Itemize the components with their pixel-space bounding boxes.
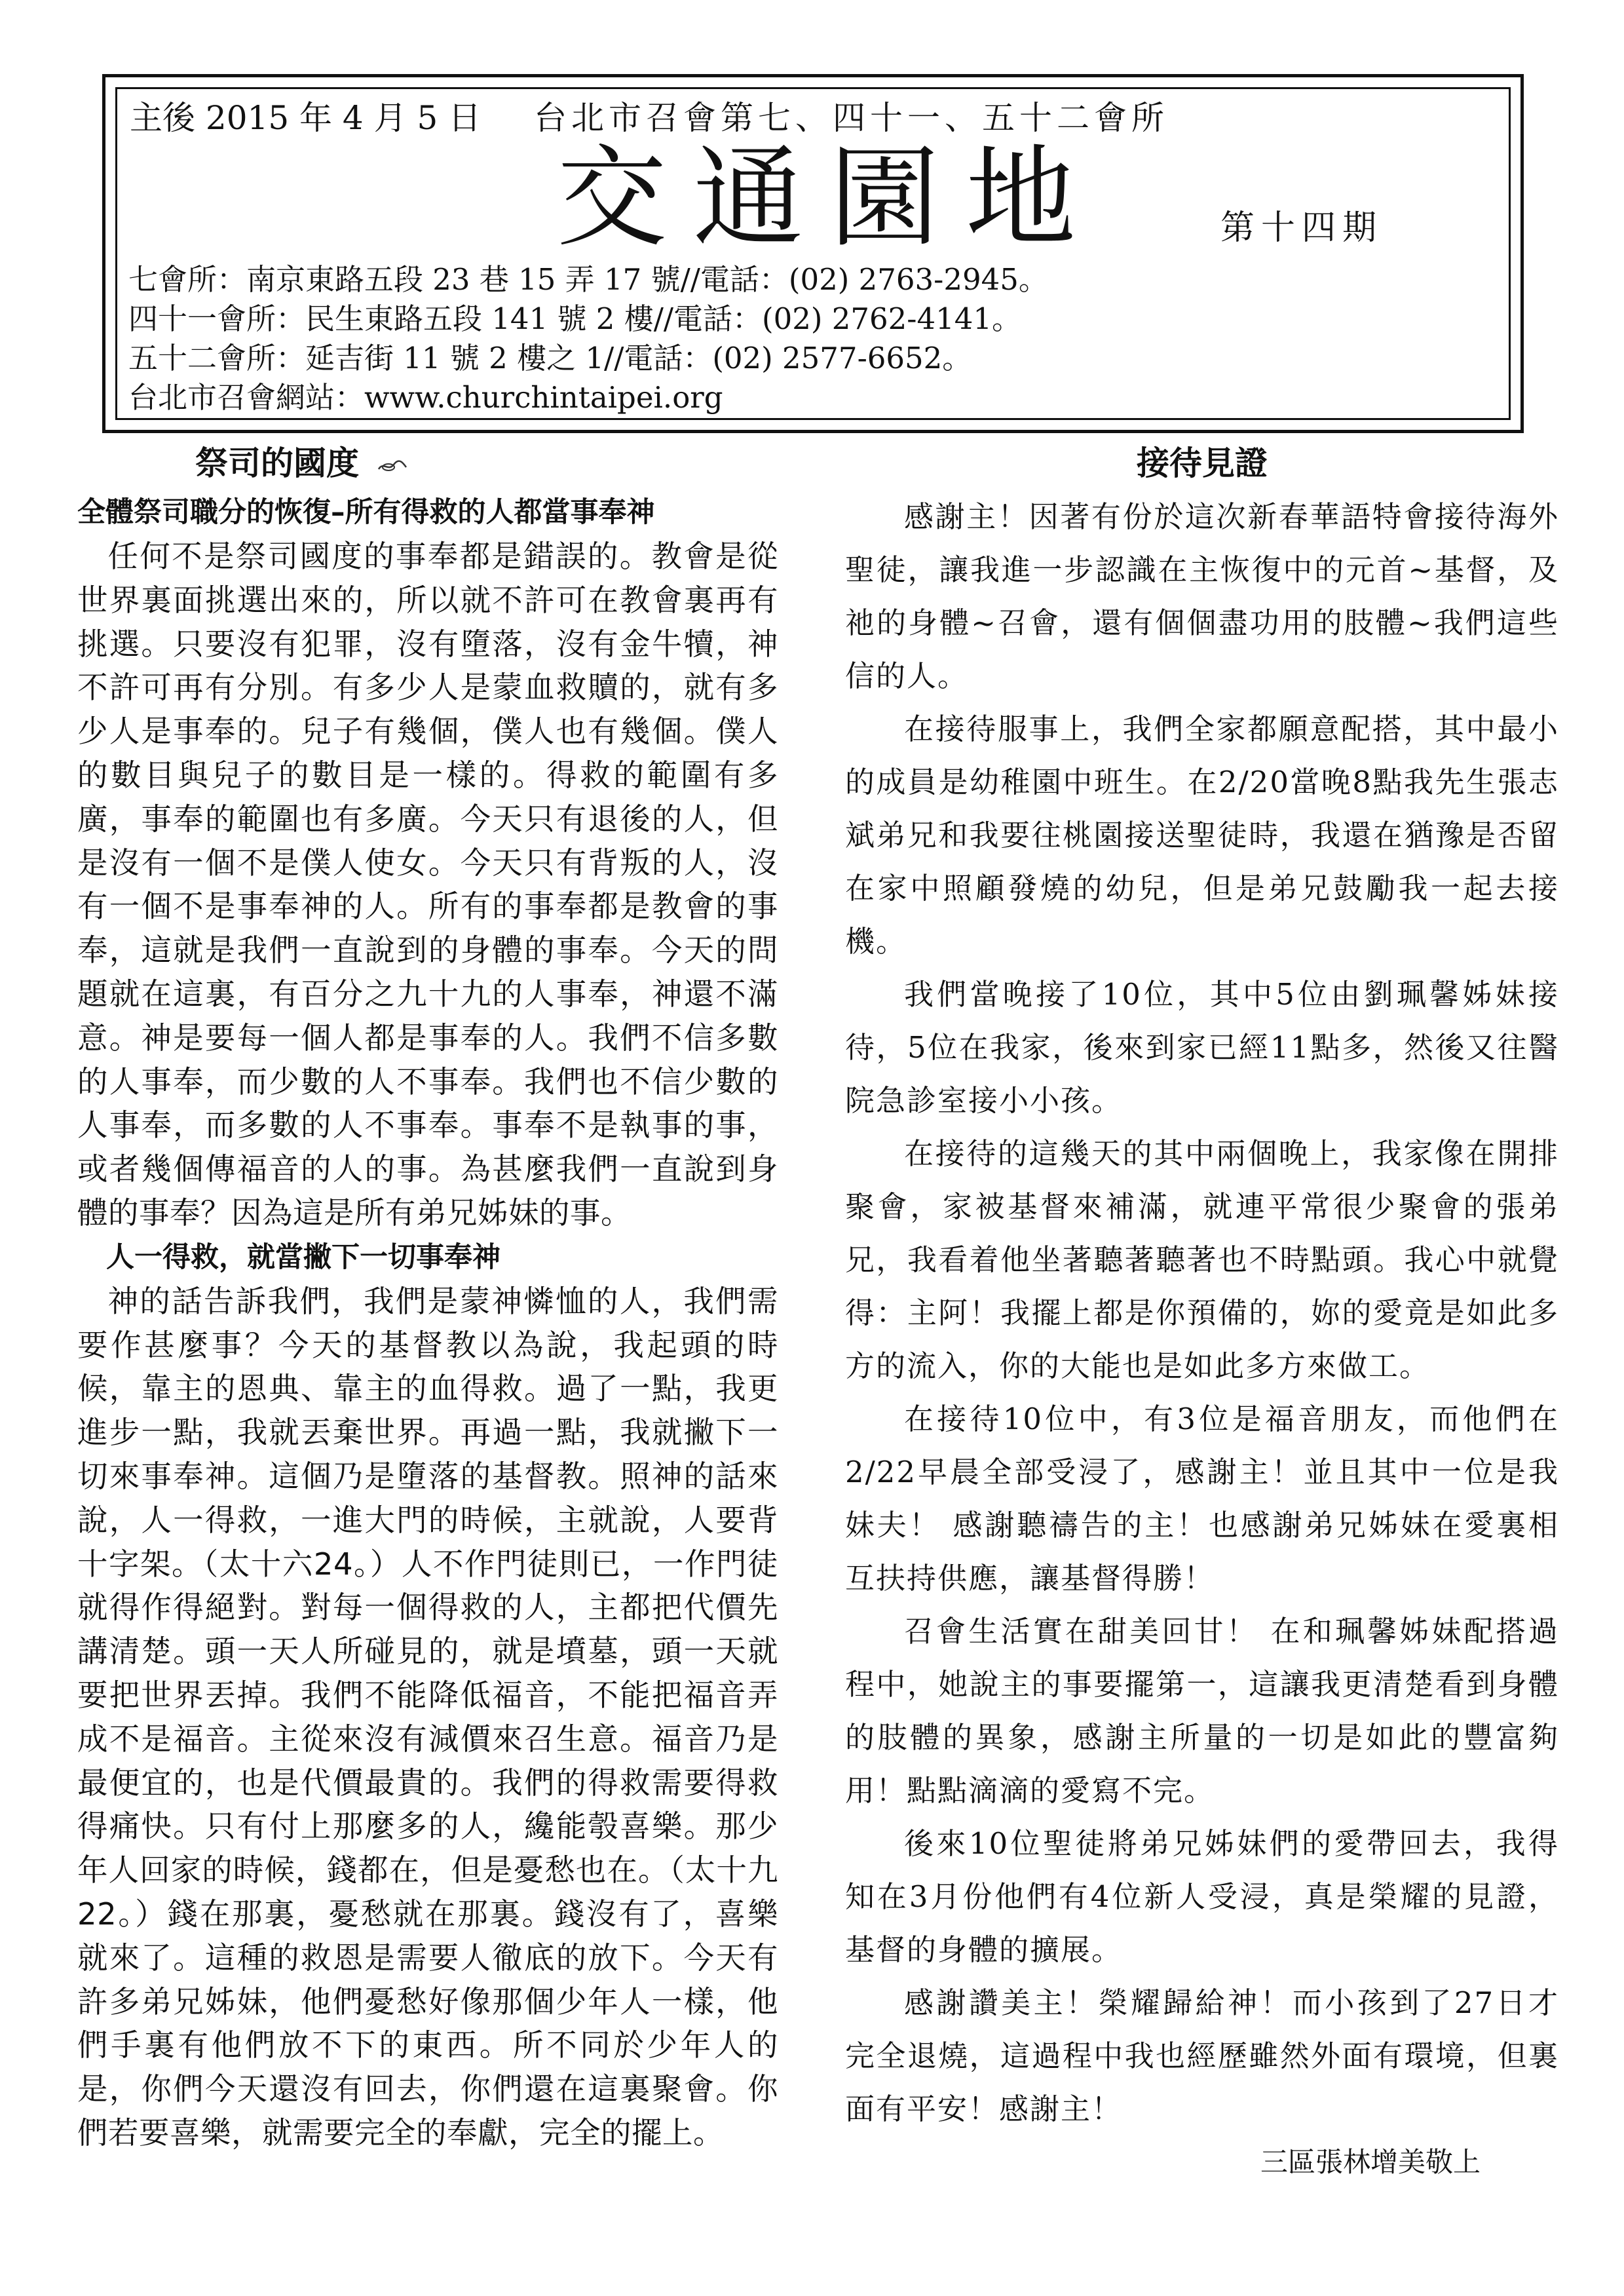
right-article bbox=[845, 440, 1559, 2189]
issue-number: 第十四期 bbox=[1220, 208, 1384, 248]
newsletter-title: 交通園地 bbox=[557, 134, 1102, 262]
left-paragraph-2: 神的話告訴我們，我們是蒙神憐恤的人，我們需要作甚麼事？今天的基督教以為說，我起頭的時候，靠主的恩典、靠主的血得救。過了一點，我更進步一點，我就丟棄世界。再過一點，我就撇下一切來事奉神。這個乃是墮落的基督教。照神的話來說，人一得救，一進大門的時候，主就說，人要背十字架。（太十六24。）人不作門徒則已，一作門徒就得作得絕對。對每一個得救的人，主都把代價先講清楚。頭一天人所碰見的，就是墳墓，頭一天就要把世界丟掉。我們不能降低福音，不能把福音弄成不是福音。主從來沒有減價來召生意。福音乃是最便宜的，也是代價最貴的。我們的得救需要得救得痛快。只有付上那麼多的人，纔能彀喜樂。那少年人回家的時候，錢都在，但是憂愁也在。（太十九22。）錢在那裏，憂愁就在那裏。錢沒有了，喜樂就來了。這種的救恩是需要人徹底的放下。今天有許多弟兄姊妹，他們憂愁好像那個少年人一樣，他們手裏有他們放不下的東西。所不同於少年人的是，你們今天還沒有回去，你們還在這裏聚會。你們若要喜樂，就需要完全的奉獻，完全的擺上。 bbox=[77, 1283, 778, 2151]
right-paragraph-4: 在接待的這幾天的其中兩個晚上，我家像在開排聚會，家被基督來補滿，就連平常很少聚會的張弟兄，我看着他坐著聽著聽著也不時點頭。我心中就覺得：主阿！我擺上都是你預備的，妳的愛竟是如此多方的流入，你的大能也是如此多方來做工。 bbox=[845, 1136, 1559, 1383]
right-paragraph-7: 後來10位聖徒將弟兄姊妹們的愛帶回去，我得知在3月份他們有4位新人受浸，真是榮耀的見證，基督的身體的擴展。 bbox=[845, 1826, 1559, 1967]
right-paragraph-1: 感謝主！因著有份於這次新春華語特會接待海外聖徒，讓我進一步認識在主恢復中的元首~基督，及祂的身體~召會，還有個個盡功用的肢體~我們這些信的人。 bbox=[845, 499, 1559, 693]
left-paragraph-1: 任何不是祭司國度的事奉都是錯誤的。教會是從世界裏面挑選出來的，所以就不許可在教會裏再有挑選。只要沒有犯罪，沒有墮落，沒有金牛犢，神不許可再有分別。有多少人是蒙血救贖的，就有多少人是事奉的。兒子有幾個，僕人也有幾個。僕人的數目與兒子的數目是一樣的。得救的範圍有多廣，事奉的範圍也有多廣。今天只有退後的人，但是沒有一個不是僕人使女。今天只有背叛的人，沒有一個不是事奉神的人。所有的事奉都是教會的事奉，這就是我們一直說到的身體的事奉。今天的問題就在這裏，有百分之九十九的人事奉，神還不滿意。神是要每一個人都是事奉的人。我們不信多數的人事奉，而少數的人不事奉。我們也不信少數的人事奉，而多數的人不事奉。事奉不是執事的事，或者幾個傳福音的人的事。為甚麼我們一直說到身體的事奉？因為這是所有弟兄姊妹的事。 bbox=[77, 539, 778, 1231]
left-subheading-2: 人一得救，就當撇下一切事奉神 bbox=[106, 1240, 500, 1274]
pen-scribble-icon bbox=[377, 459, 408, 473]
address-hall-41: 四十一會所：民生東路五段 141 號 2 樓//電話：(02) 2762-4141。 bbox=[128, 301, 1021, 336]
right-paragraph-3: 我們當晚接了10位，其中5位由劉珮馨姊妹接待，5位在我家，後來到家已經11點多，然後又往醫院急診室接小小孩。 bbox=[845, 977, 1559, 1118]
right-paragraph-8: 感謝讚美主！榮耀歸給神！而小孩到了27日才完全退燒，這過程中我也經歷雖然外面有環境，但裏面有平安！感謝主！ bbox=[845, 1985, 1559, 2126]
address-hall-7: 七會所：南京東路五段 23 巷 15 弄 17 號//電話：(02) 2763-2945。 bbox=[128, 262, 1048, 297]
issue-date: 主後 2015 年 4 月 5 日 bbox=[130, 99, 482, 137]
website-line: 台北市召會網站：www.churchintaipei.org bbox=[128, 380, 723, 415]
right-paragraph-5: 在接待10位中，有3位是福音朋友，而他們在2/22早晨全部受浸了，感謝主！並且其中一位是我妹夫！ 感謝聽禱告的主！也感謝弟兄姊妹在愛裏相互扶持供應，讓基督得勝！ bbox=[845, 1402, 1559, 1596]
left-article-title: 祭司的國度 bbox=[195, 444, 359, 482]
address-hall-52: 五十二會所：延吉街 11 號 2 樓之 1//電話：(02) 2577-6652。 bbox=[128, 341, 972, 375]
right-article-title: 接待見證 bbox=[1137, 444, 1268, 482]
signature: 三區張林增美敬上 bbox=[1260, 2146, 1481, 2178]
right-paragraph-2: 在接待服事上，我們全家都願意配搭，其中最小的成員是幼稚園中班生。在2/20當晚8點我先生張志斌弟兄和我要往桃園接送聖徒時，我還在猶豫是否留在家中照顧發燒的幼兒，但是弟兄鼓勵我一起去接機。 bbox=[845, 712, 1559, 959]
right-paragraph-6: 召會生活實在甜美回甘！ 在和珮馨姊妹配搭過程中，她說主的事要擺第一，這讓我更清楚看到身體的肢體的異象，感謝主所量的一切是如此的豐富夠用！點點滴滴的愛寫不完。 bbox=[845, 1614, 1559, 1808]
left-article bbox=[77, 440, 778, 2155]
left-subheading-1: 全體祭司職分的恢復–所有得救的人都當事奉神 bbox=[77, 496, 655, 529]
church-halls: 台北市召會第七、四十一、五十二會所 bbox=[534, 99, 1169, 137]
left-article-title-row bbox=[77, 440, 778, 486]
